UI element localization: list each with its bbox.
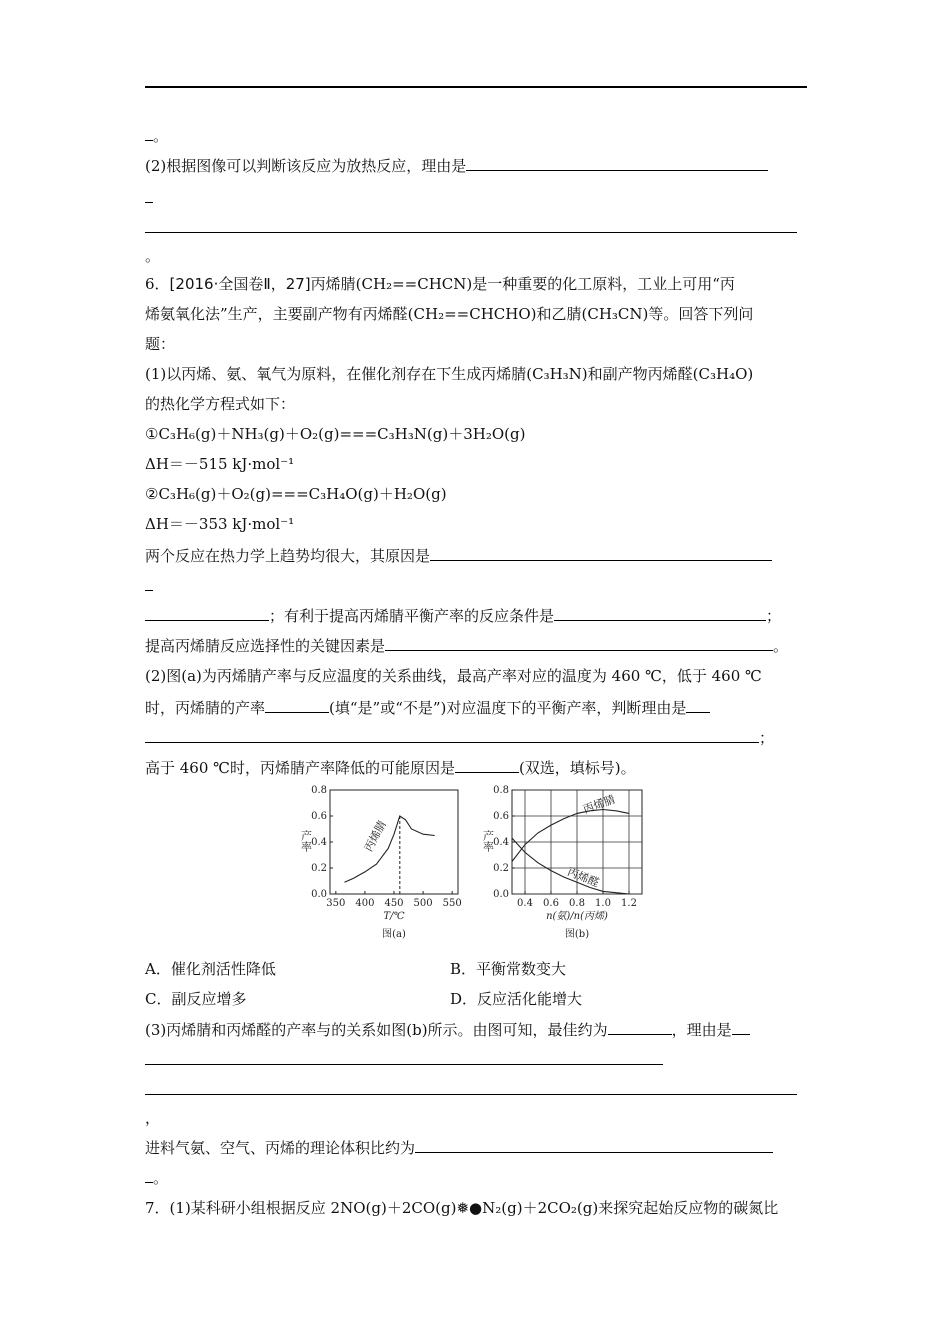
blank-line[interactable]: [145, 1050, 663, 1070]
series-label-acrolein: 丙烯醛: [565, 865, 601, 890]
series-label-acrylonitrile: 丙烯腈: [361, 818, 389, 854]
option-a[interactable]: A．催化剂活性降低: [145, 960, 276, 978]
q6-p1-q3: 提高丙烯腈反应选择性的关键因素是 。: [145, 637, 789, 655]
series-line-0: [512, 810, 629, 862]
x-tick-label: 1.2: [621, 898, 637, 909]
blank-line[interactable]: [145, 188, 153, 208]
equation-1: ①C₃H₆(g)＋NH₃(g)＋O₂(g)===C₃H₃N(g)＋3H₂O(g): [145, 425, 526, 443]
answer-blank[interactable]: [415, 1138, 773, 1153]
answer-blank[interactable]: [554, 606, 766, 621]
answer-blank[interactable]: [686, 698, 710, 713]
q6-p3-q2: 进料气氨、空气、丙烯的理论体积比约为: [145, 1138, 773, 1158]
option-d[interactable]: D．反应活化能增大: [450, 990, 583, 1008]
x-tick-label: 450: [384, 898, 404, 909]
prev-q2-end: 。: [145, 247, 161, 265]
figure-caption: 图(b): [564, 929, 590, 940]
equilibrium-arrow-icon: ❅●: [456, 1199, 483, 1217]
figure-a: [298, 782, 462, 950]
series-line-0: [345, 816, 435, 882]
x-tick-label: 500: [413, 898, 433, 909]
q6-p1-line2: 的热化学方程式如下：: [145, 395, 296, 413]
x-tick-label: 350: [326, 898, 346, 909]
q6-p3-end: ，: [145, 1109, 161, 1127]
option-c[interactable]: C．副反应增多: [145, 990, 247, 1008]
x-axis-label: n(氨)/n(丙烯): [546, 911, 608, 922]
y-tick-label: 0.8: [311, 785, 327, 796]
delta-h-2: ΔH＝－353 kJ·mol⁻¹: [145, 515, 295, 533]
figure-caption: 图(a): [382, 929, 406, 940]
figure-b: [476, 782, 662, 950]
q6-line2: 烯氨氧化法”生产，主要副产物有丙烯醛(CH₂==CHCHO)和乙腈(CH₃CN)等。回答下列问: [145, 305, 754, 323]
blank-line[interactable]: [145, 218, 797, 238]
q7-line1: 7．(1)某科研小组根据反应 2NO(g)＋2CO(g)❅●N₂(g)＋2CO₂(g)来探究起始反应物的碳氮比: [145, 1199, 779, 1217]
x-tick-label: 0.8: [569, 898, 585, 909]
x-tick-label: 550: [442, 898, 462, 909]
q6-p1-q1: 两个反应在热力学上趋势均很大，其原因是: [145, 546, 772, 566]
blank-line[interactable]: [145, 576, 153, 596]
y-tick-label: 0.6: [311, 811, 327, 822]
header-rule: [145, 86, 807, 88]
q6-p2-line2: 时，丙烯腈的产率 (填“是”或“不是”)对应温度下的平衡产率，判断理由是: [145, 698, 710, 718]
y-tick-label: 0.4: [493, 837, 509, 848]
answer-blank[interactable]: [732, 1020, 750, 1035]
answer-blank[interactable]: [145, 728, 759, 743]
answer-blank[interactable]: [265, 698, 329, 713]
q6-p2-line4: 高于 460 ℃时，丙烯腈产率降低的可能原因是 (双选，填标号)。: [145, 759, 636, 777]
x-axis-label: T/℃: [383, 911, 405, 922]
y-tick-label: 0.0: [493, 889, 509, 900]
x-tick-label: 400: [355, 898, 375, 909]
prev-answer-end: 。: [145, 126, 168, 146]
q6-p1-q2: ；有利于提高丙烯腈平衡产率的反应条件是 ；: [145, 606, 781, 626]
answer-blank[interactable]: [608, 1020, 672, 1035]
q6-line3: 题：: [145, 335, 176, 353]
y-axis-label: 产率: [481, 830, 495, 852]
y-tick-label: 0.6: [493, 811, 509, 822]
x-tick-label: 0.4: [517, 898, 533, 909]
q6-p1-line1: (1)以丙烯、氨、氧气为原料，在催化剂存在下生成丙烯腈(C₃H₃N)和副产物丙烯醛(C₃H₄O): [145, 365, 754, 383]
q6-line1: 6．[2016·全国卷Ⅱ，27]丙烯腈(CH₂==CHCN)是一种重要的化工原料，工业上可用“丙: [145, 275, 735, 293]
delta-h-1: ΔH＝－515 kJ·mol⁻¹: [145, 455, 295, 473]
series-label-acrylonitrile: 丙烯腈: [581, 792, 617, 817]
q6-p3-q2-end: 。: [145, 1168, 168, 1188]
answer-blank[interactable]: [455, 758, 519, 773]
q6-p2-line1: (2)图(a)为丙烯腈产率与反应温度的关系曲线，最高产率对应的温度为 460 ℃，低于 460 ℃: [145, 667, 762, 685]
answer-blank[interactable]: [145, 606, 269, 621]
y-tick-label: 0.0: [311, 889, 327, 900]
option-b[interactable]: B．平衡常数变大: [450, 960, 567, 978]
prev-q2: (2)根据图像可以判断该反应为放热反应，理由是: [145, 156, 768, 176]
q6-p3-line1: (3)丙烯腈和丙烯醛的产率与的关系如图(b)所示。由图可知，最佳约为 ，理由是: [145, 1020, 750, 1040]
x-tick-label: 0.6: [543, 898, 559, 909]
plot-frame: [330, 790, 458, 894]
q6-p2-line3: ；: [145, 728, 774, 748]
y-tick-label: 0.4: [311, 837, 327, 848]
y-axis-label: 产率: [299, 830, 313, 852]
answer-blank[interactable]: [466, 156, 768, 171]
blank-line[interactable]: [145, 1080, 797, 1100]
y-tick-label: 0.2: [311, 863, 327, 874]
equation-2: ②C₃H₆(g)＋O₂(g)===C₃H₄O(g)＋H₂O(g): [145, 485, 447, 503]
y-tick-label: 0.2: [493, 863, 509, 874]
answer-blank[interactable]: [385, 636, 773, 651]
y-tick-label: 0.8: [493, 785, 509, 796]
answer-blank[interactable]: [430, 546, 772, 561]
x-tick-label: 1.0: [595, 898, 611, 909]
